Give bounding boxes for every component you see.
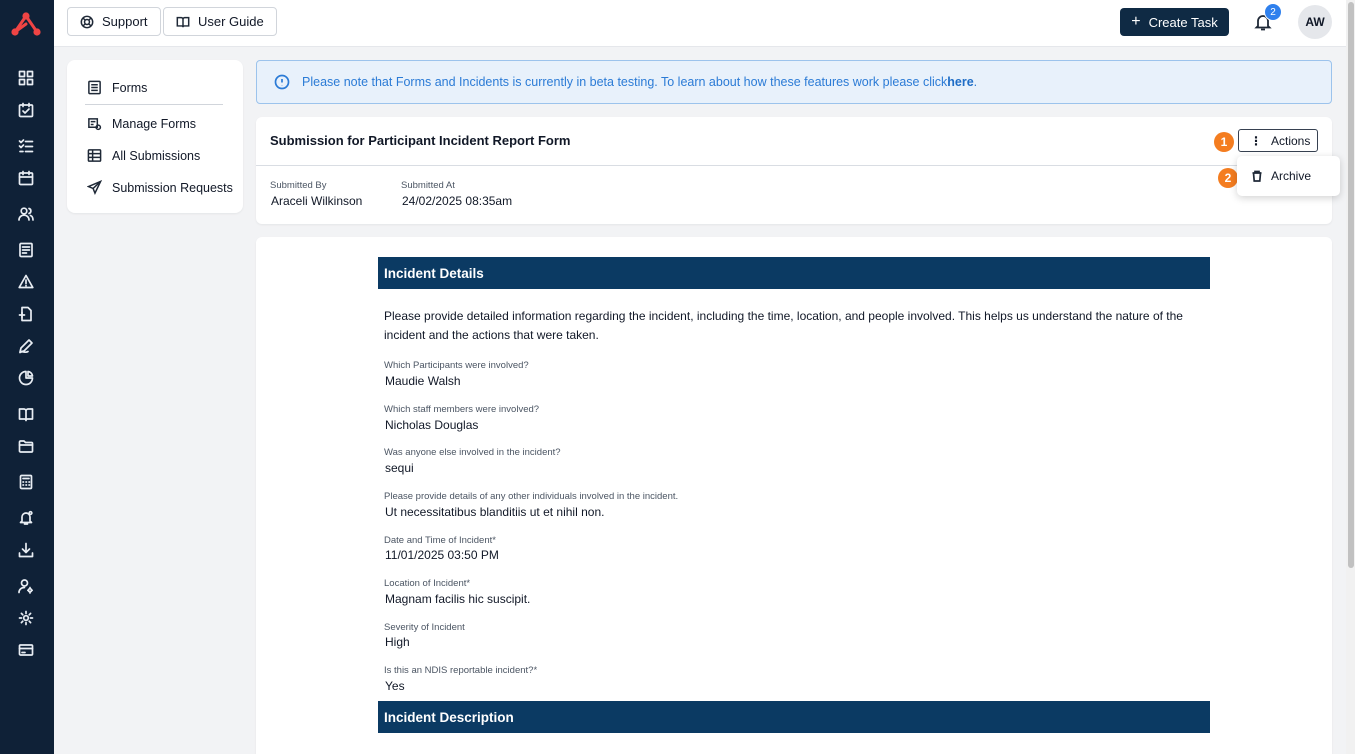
field-label: Which Participants were involved?	[384, 360, 529, 371]
field-label: Was anyone else involved in the incident?	[384, 447, 561, 458]
field-value: 11/01/2025 03:50 PM	[385, 548, 499, 562]
actions-button[interactable]	[1238, 129, 1318, 152]
field-value: Nicholas Douglas	[385, 418, 479, 432]
forms-list-icon	[87, 80, 102, 95]
dashboard-icon[interactable]	[17, 69, 35, 87]
support-label: Support	[102, 14, 148, 29]
field-value: Ut necessitatibus blanditiis ut et nihil non.	[385, 505, 605, 519]
submitted-at-label: Submitted At	[401, 180, 455, 191]
menu-item-archive[interactable]: Archive	[1271, 169, 1312, 183]
app-logo-icon[interactable]	[10, 10, 42, 38]
notification-count-badge: 2	[1264, 3, 1282, 21]
sidenav-item-all-submissions[interactable]	[87, 148, 200, 163]
section-header-incident-description: Incident Description	[378, 701, 1210, 733]
field-value: sequi	[385, 461, 414, 475]
submission-title: Submission for Participant Incident Report Form	[270, 133, 571, 148]
folder-icon[interactable]	[17, 437, 35, 455]
info-icon	[274, 74, 290, 90]
left-navigation-rail	[0, 0, 54, 754]
field-label: Which staff members were involved?	[384, 404, 540, 415]
sidenav-item-label: All Submissions	[112, 148, 201, 163]
submission-form-card	[256, 237, 1332, 754]
field-label: Is this an NDIS reportable incident?*	[384, 665, 538, 676]
user-guide-button[interactable]	[163, 7, 277, 36]
calendar-icon[interactable]	[17, 169, 35, 187]
page-scrollbar[interactable]	[1346, 0, 1355, 754]
trash-icon	[1251, 170, 1263, 182]
users-icon[interactable]	[17, 205, 35, 223]
alert-triangle-icon[interactable]	[17, 273, 35, 291]
book-icon[interactable]	[17, 405, 35, 423]
banner-text: Please note that Forms and Incidents is currently in beta testing. To learn about how these features work please click	[302, 75, 948, 89]
step-callout-1: 1	[1214, 132, 1234, 152]
calendar-check-icon[interactable]	[17, 101, 35, 119]
kebab-menu-icon: ⋮	[1250, 133, 1262, 148]
field-label: Date and Time of Incident*	[384, 535, 496, 546]
create-task-button[interactable]	[1120, 8, 1229, 36]
submission-header-card	[256, 117, 1332, 224]
sidenav-item-label: Manage Forms	[112, 116, 197, 131]
support-button[interactable]	[67, 7, 161, 36]
sidenav-item-manage-forms[interactable]	[87, 116, 196, 131]
header-divider	[256, 165, 1332, 166]
pen-icon[interactable]	[17, 337, 35, 355]
user-guide-label: User Guide	[198, 14, 264, 29]
submitted-by-value: Araceli Wilkinson	[271, 194, 363, 208]
banner-suffix: .	[973, 75, 978, 89]
file-plus-icon[interactable]	[17, 305, 35, 323]
field-value: Yes	[385, 679, 405, 693]
table-icon	[87, 148, 102, 163]
submitted-by-label: Submitted By	[270, 180, 327, 191]
billing-card-icon[interactable]	[17, 641, 35, 659]
field-value: High	[385, 635, 410, 649]
user-settings-icon[interactable]	[17, 577, 35, 595]
bell-alert-icon[interactable]	[17, 509, 35, 527]
field-label: Severity of Incident	[384, 622, 465, 633]
sidenav-divider	[85, 104, 223, 105]
sidenav-item-label: Forms	[112, 80, 148, 95]
forms-side-nav	[67, 60, 243, 213]
sidenav-item-submission-requests[interactable]	[87, 180, 233, 195]
actions-dropdown-menu	[1237, 156, 1340, 196]
field-value: Magnam facilis hic suscipit.	[385, 592, 531, 606]
manage-forms-icon	[87, 116, 102, 131]
sidenav-item-label: Submission Requests	[112, 180, 233, 195]
checklist-icon[interactable]	[17, 137, 35, 155]
user-avatar[interactable]: AW	[1298, 5, 1332, 39]
sidenav-item-forms[interactable]	[87, 80, 147, 95]
create-task-label: Create Task	[1148, 14, 1218, 30]
lifebuoy-icon	[80, 15, 94, 29]
pie-chart-icon[interactable]	[17, 369, 35, 387]
plus-icon: +	[1131, 13, 1141, 30]
step-callout-2: 2	[1218, 168, 1238, 188]
field-label: Please provide details of any other individuals involved in the incident.	[384, 491, 679, 502]
submitted-at-value: 24/02/2025 08:35am	[402, 194, 513, 208]
scrollbar-thumb[interactable]	[1348, 2, 1354, 568]
field-label: Location of Incident*	[384, 578, 471, 589]
top-bar	[54, 0, 1346, 47]
send-icon	[87, 180, 102, 195]
settings-icon[interactable]	[17, 609, 35, 627]
field-value: Maudie Walsh	[385, 374, 461, 388]
calculator-icon[interactable]	[17, 473, 35, 491]
section-intro-text: Please provide detailed information regarding the incident, including the time, location, and people involved. This helps us understand the nature of the incident and the actions that were taken.	[384, 309, 1183, 342]
beta-info-banner	[256, 60, 1332, 104]
book-open-icon	[176, 15, 190, 29]
actions-label: Actions	[1271, 133, 1311, 148]
section-header-incident-details: Incident Details	[378, 257, 1210, 289]
forms-icon[interactable]	[17, 241, 35, 259]
download-icon[interactable]	[17, 541, 35, 559]
banner-here-link[interactable]: here	[947, 75, 974, 89]
